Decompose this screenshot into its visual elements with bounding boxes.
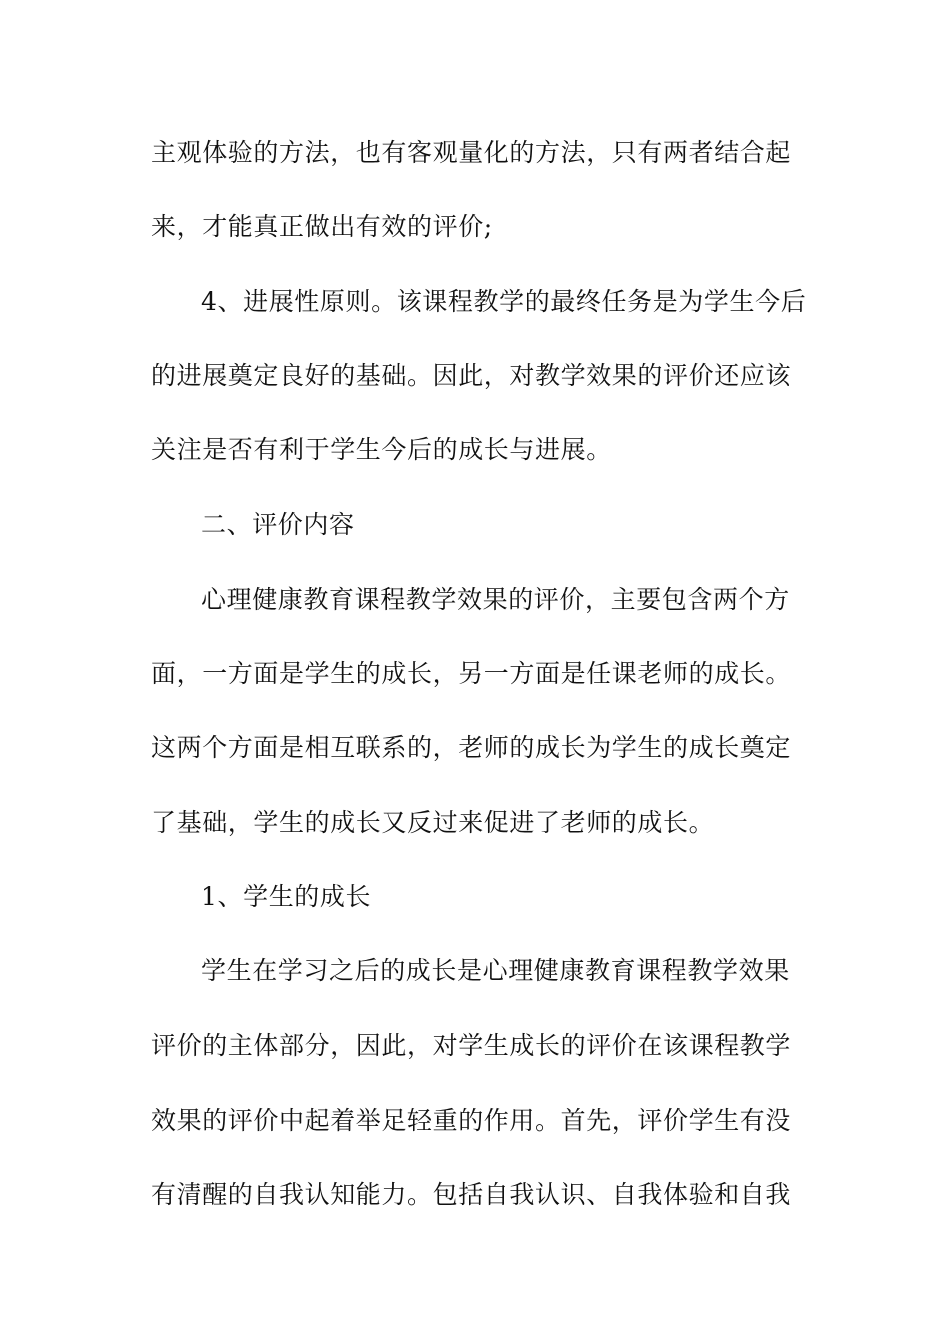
text-line-4: 的进展奠定良好的基础。因此，对教学效果的评价还应该 bbox=[151, 361, 792, 390]
text-line-7: 心理健康教育课程教学效果的评价，主要包含两个方 bbox=[201, 585, 790, 614]
section-heading-evaluation-content: 二、评价内容 bbox=[201, 510, 355, 539]
text-line-15: 有清醒的自我认知能力。包括自我认识、自我体验和自我 bbox=[151, 1180, 792, 1209]
subheading-student-growth: 1、学生的成长 bbox=[201, 882, 372, 911]
text-line-9: 这两个方面是相互联系的，老师的成长为学生的成长奠定 bbox=[151, 733, 792, 762]
text-line-5: 关注是否有利于学生今后的成长与进展。 bbox=[151, 435, 612, 464]
text-line-13: 评价的主体部分，因此，对学生成长的评价在该课程教学 bbox=[151, 1031, 792, 1060]
text-line-2: 来，才能真正做出有效的评价; bbox=[151, 212, 493, 241]
text-line-8: 面，一方面是学生的成长，另一方面是任课老师的成长。 bbox=[151, 659, 792, 688]
text-line-3: 4、进展性原则。该课程教学的最终任务是为学生今后 bbox=[201, 287, 807, 316]
text-line-14: 效果的评价中起着举足轻重的作用。首先，评价学生有没 bbox=[151, 1106, 792, 1135]
text-line-12: 学生在学习之后的成长是心理健康教育课程教学效果 bbox=[201, 956, 790, 985]
text-line-1: 主观体验的方法，也有客观量化的方法，只有两者结合起 bbox=[151, 138, 792, 167]
text-line-10: 了基础，学生的成长又反过来促进了老师的成长。 bbox=[151, 808, 715, 837]
